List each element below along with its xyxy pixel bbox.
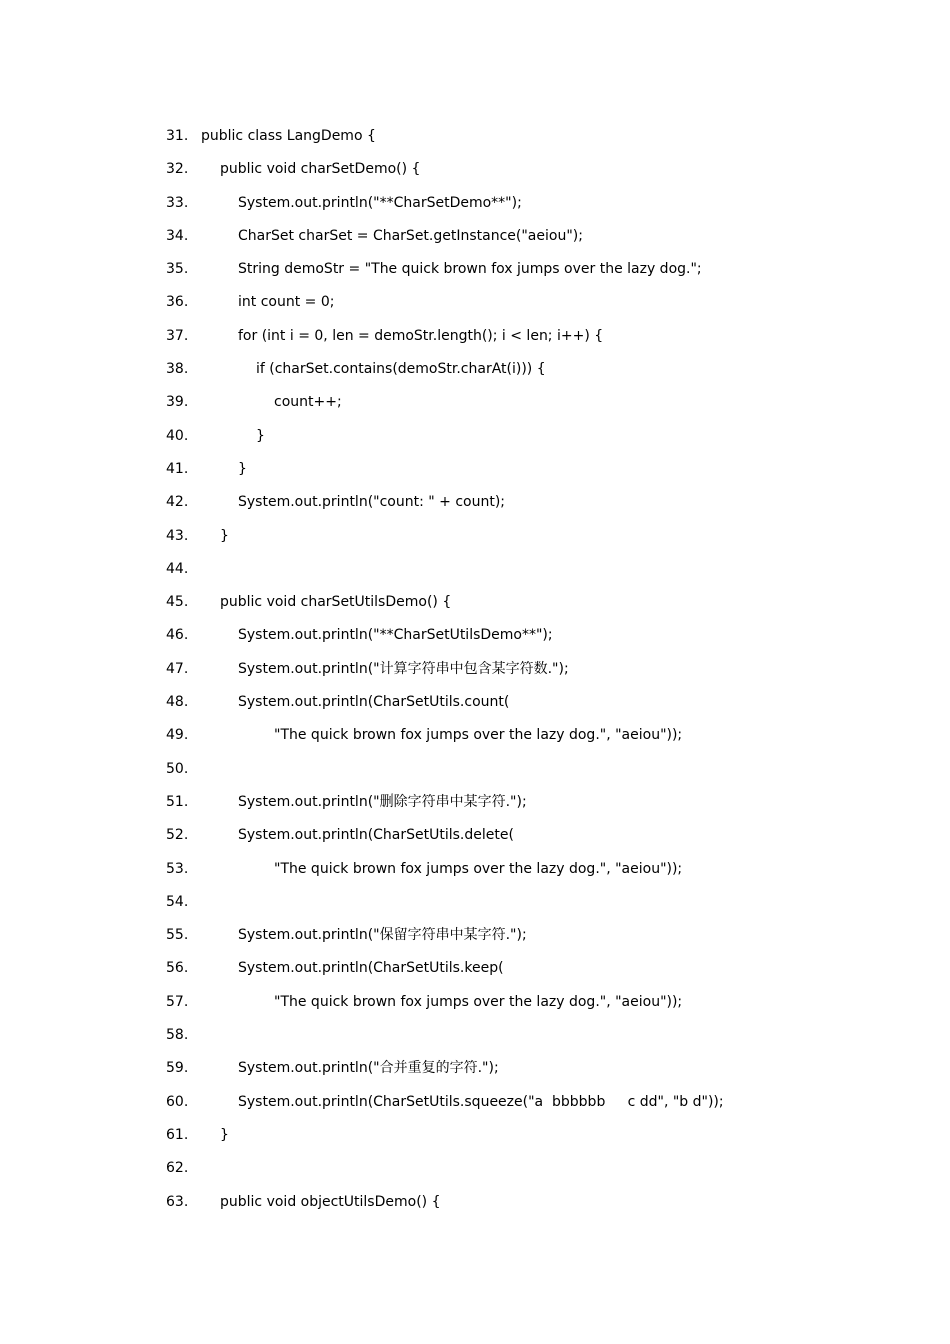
code-line — [0, 386, 950, 419]
code-line — [0, 353, 950, 386]
line-text: if (charSet.contains(demoStr.charAt(i))) { — [256, 361, 546, 378]
line-text: System.out.println("**CharSetUtilsDemo**"); — [238, 627, 553, 644]
line-number: 59. — [166, 1060, 189, 1077]
code-line — [0, 120, 950, 153]
line-number: 53. — [166, 860, 189, 877]
line-text: System.out.println("删除字符串中某字符."); — [238, 793, 527, 810]
line-number: 40. — [166, 427, 189, 444]
code-line — [0, 253, 950, 286]
code-line — [0, 153, 950, 186]
code-line — [0, 187, 950, 220]
code-line — [0, 320, 950, 353]
code-line — [0, 486, 950, 519]
code-line — [0, 1019, 950, 1052]
code-line — [0, 1119, 950, 1152]
line-text: "The quick brown fox jumps over the lazy dog.", "aeiou")); — [274, 860, 683, 877]
code-line — [0, 220, 950, 253]
line-text: for (int i = 0, len = demoStr.length(); i < len; i++) { — [238, 327, 604, 344]
code-line — [0, 520, 950, 553]
code-line — [0, 619, 950, 652]
line-text: public void charSetDemo() { — [220, 161, 421, 178]
line-text: "The quick brown fox jumps over the lazy dog.", "aeiou")); — [274, 993, 683, 1010]
line-number: 56. — [166, 960, 189, 977]
line-number: 31. — [166, 128, 189, 144]
line-number: 57. — [166, 993, 189, 1010]
line-text: System.out.println(CharSetUtils.keep( — [238, 960, 504, 977]
line-text: } — [220, 527, 229, 544]
code-line — [0, 952, 950, 985]
line-number: 60. — [166, 1093, 189, 1110]
line-text: "The quick brown fox jumps over the lazy dog.", "aeiou")); — [274, 727, 683, 744]
code-line — [0, 1086, 950, 1119]
code-line — [0, 686, 950, 719]
code-line — [0, 653, 950, 686]
line-text: System.out.println("count: " + count); — [238, 494, 506, 511]
line-number: 37. — [166, 327, 189, 344]
line-text: System.out.println("合并重复的字符."); — [238, 1060, 499, 1077]
code-line — [0, 286, 950, 319]
line-text: System.out.println(CharSetUtils.squeeze("a bbbbbb c dd", "b d")); — [238, 1093, 724, 1110]
line-text: int count = 0; — [238, 294, 335, 311]
line-number: 49. — [166, 727, 189, 744]
line-text: System.out.println("保留字符串中某字符."); — [238, 927, 527, 944]
line-number: 38. — [166, 361, 189, 378]
code-line — [0, 719, 950, 752]
line-number: 43. — [166, 527, 189, 544]
line-number: 48. — [166, 694, 189, 711]
line-text: CharSet charSet = CharSet.getInstance("aeiou"); — [238, 227, 583, 244]
line-number: 36. — [166, 294, 189, 311]
code-line — [0, 1052, 950, 1085]
code-line — [0, 420, 950, 453]
line-text: public void charSetUtilsDemo() { — [220, 594, 452, 611]
line-text: } — [256, 427, 265, 444]
line-text: System.out.println(CharSetUtils.count( — [238, 694, 510, 711]
line-text: public void objectUtilsDemo() { — [220, 1193, 441, 1210]
line-number: 39. — [166, 394, 189, 411]
code-line — [0, 586, 950, 619]
code-line — [0, 919, 950, 952]
line-number: 41. — [166, 460, 189, 477]
code-line — [0, 886, 950, 919]
code-line — [0, 553, 950, 586]
line-text: System.out.println("**CharSetDemo**"); — [238, 194, 522, 211]
line-text: String demoStr = "The quick brown fox jumps over the lazy dog."; — [238, 261, 702, 278]
code-line — [0, 753, 950, 786]
line-number: 35. — [166, 261, 189, 278]
line-number: 32. — [166, 161, 189, 178]
line-number: 54. — [166, 893, 189, 910]
line-number: 58. — [166, 1027, 189, 1044]
line-number: 62. — [166, 1160, 189, 1177]
line-text: System.out.println("计算字符串中包含某字符数."); — [238, 660, 569, 677]
line-number: 61. — [166, 1126, 189, 1143]
line-number: 44. — [166, 560, 189, 577]
line-number: 46. — [166, 627, 189, 644]
code-line — [0, 986, 950, 1019]
line-number: 63. — [166, 1193, 189, 1210]
line-number: 55. — [166, 927, 189, 944]
line-number: 33. — [166, 194, 189, 211]
code-listing — [0, 120, 950, 1219]
line-number: 34. — [166, 227, 189, 244]
line-number: 52. — [166, 827, 189, 844]
line-number: 45. — [166, 594, 189, 611]
code-line — [0, 786, 950, 819]
code-line — [0, 819, 950, 852]
code-line — [0, 853, 950, 886]
code-line — [0, 453, 950, 486]
line-text: } — [238, 460, 247, 477]
code-line — [0, 1186, 950, 1219]
line-number: 51. — [166, 793, 189, 810]
line-number: 47. — [166, 660, 189, 677]
line-text: count++; — [274, 394, 342, 411]
line-number: 42. — [166, 494, 189, 511]
code-line — [0, 1152, 950, 1185]
line-text: public class LangDemo { — [201, 128, 376, 144]
line-text: System.out.println(CharSetUtils.delete( — [238, 827, 514, 844]
line-text: } — [220, 1126, 229, 1143]
line-number: 50. — [166, 760, 189, 777]
